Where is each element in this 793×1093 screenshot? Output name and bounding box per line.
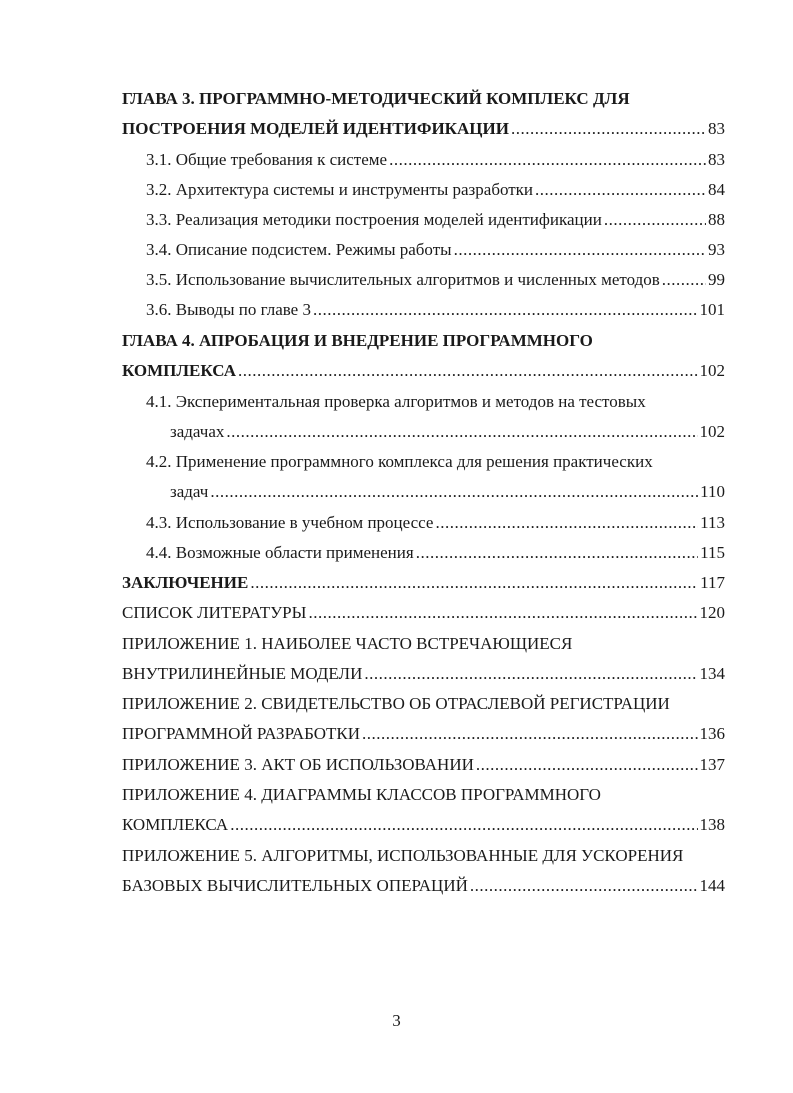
toc-entry-title: 4.2. Применение программного комплекса для решения практических: [146, 452, 653, 471]
toc-entry-title: 3.5. Использование вычислительных алгоритмов и численных методов: [146, 270, 660, 289]
toc-leader-dots: [476, 754, 698, 776]
toc-entry-title: 3.1. Общие требования к системе: [146, 150, 388, 169]
toc-entry-page: 102: [699, 361, 725, 380]
toc-section-4-1-line1: [146, 391, 706, 413]
toc-entry-page: 110: [700, 482, 725, 501]
toc-appendix-1-line1: [122, 633, 682, 655]
toc-entry-title: 3.3. Реализация методики построения моделей идентификации: [146, 210, 602, 229]
toc-entry-page: 144: [699, 876, 725, 895]
toc-appendix-2: [122, 723, 725, 745]
toc-leader-dots: [416, 542, 698, 564]
toc-chapter-3: [122, 118, 725, 140]
toc-entry-page: 102: [699, 422, 725, 441]
toc-leader-dots: [226, 421, 697, 443]
page-number: 3: [392, 1011, 401, 1030]
toc-entry-title: 4.3. Использование в учебном процессе: [146, 513, 434, 532]
toc-leader-dots: [535, 179, 706, 201]
toc-section-3-6: [146, 299, 725, 321]
toc-appendix-5-line1: [122, 845, 732, 867]
toc-entry-title: 4.1. Экспериментальная проверка алгоритмов и методов на тестовых: [146, 392, 646, 411]
toc-entry-page: 88: [708, 210, 725, 229]
toc-leader-dots: [604, 209, 706, 231]
toc-leader-dots: [662, 269, 706, 291]
toc-entry-title: КОМПЛЕКСА: [122, 361, 237, 380]
toc-entry-title: БАЗОВЫХ ВЫЧИСЛИТЕЛЬНЫХ ОПЕРАЦИЙ: [122, 876, 468, 895]
toc-leader-dots: [362, 723, 697, 745]
toc-entry-title: ПРИЛОЖЕНИЕ 5. АЛГОРИТМЫ, ИСПОЛЬЗОВАННЫЕ ДЛЯ УСКОРЕНИЯ: [122, 846, 684, 865]
toc-section-4-4: [146, 542, 725, 564]
toc-leader-dots: [389, 149, 706, 171]
toc-leader-dots: [435, 512, 698, 534]
toc-entry-page: 115: [700, 543, 725, 562]
toc-section-4-1: [170, 421, 725, 443]
toc-section-3-1: [146, 149, 725, 171]
toc-entry-title: задач: [170, 482, 209, 501]
toc-leader-dots: [511, 118, 706, 140]
toc-entry-page: 83: [708, 150, 725, 169]
toc-entry-title: ПРИЛОЖЕНИЕ 3. АКТ ОБ ИСПОЛЬЗОВАНИИ: [122, 755, 474, 774]
toc-section-4-2: [170, 481, 725, 503]
toc-leader-dots: [308, 602, 697, 624]
toc-entry-title: ГЛАВА 3. ПРОГРАММНО-МЕТОДИЧЕСКИЙ КОМПЛЕКС ДЛЯ: [122, 89, 630, 108]
toc-entry-page: 84: [708, 180, 725, 199]
toc-entry-title: 3.6. Выводы по главе 3: [146, 300, 311, 319]
toc-leader-dots: [210, 481, 698, 503]
toc-entry-page: 138: [699, 815, 725, 834]
toc-entry-title: ГЛАВА 4. АПРОБАЦИЯ И ВНЕДРЕНИЕ ПРОГРАММНОГО: [122, 331, 593, 350]
toc-entry-title: 4.4. Возможные области применения: [146, 543, 414, 562]
toc-entry-page: 137: [699, 755, 725, 774]
toc-entry-page: 134: [699, 664, 725, 683]
toc-entry-page: 117: [700, 573, 725, 592]
toc-entry-title: КОМПЛЕКСА: [122, 815, 229, 834]
toc-appendix-1: [122, 663, 725, 685]
toc-entry-page: 99: [708, 270, 725, 289]
toc-entry-title: 3.4. Описание подсистем. Режимы работы: [146, 240, 452, 259]
toc-appendix-4: [122, 814, 725, 836]
toc-leader-dots: [250, 572, 698, 594]
toc-entry-title: ПРИЛОЖЕНИЕ 2. СВИДЕТЕЛЬСТВО ОБ ОТРАСЛЕВОЙ РЕГИСТРАЦИИ: [122, 694, 670, 713]
toc-leader-dots: [313, 299, 698, 321]
toc-chapter-3-title-line1: [122, 88, 682, 110]
toc-leader-dots: [454, 239, 706, 261]
toc-section-3-4: [146, 239, 725, 261]
toc-appendix-4-line1: [122, 784, 682, 806]
toc-section-4-2-line1: [146, 451, 706, 473]
toc-entry-page: 136: [699, 724, 725, 743]
toc-entry-title: СПИСОК ЛИТЕРАТУРЫ: [122, 603, 307, 622]
toc-chapter-4: [122, 360, 725, 382]
toc-conclusion: [122, 572, 725, 594]
toc-section-4-3: [146, 512, 725, 534]
toc-entry-page: 83: [708, 119, 725, 138]
toc-entry-title: ВНУТРИЛИНЕЙНЫЕ МОДЕЛИ: [122, 664, 363, 683]
toc-entry-title: ЗАКЛЮЧЕНИЕ: [122, 573, 249, 592]
toc-entry-page: 113: [700, 513, 725, 532]
toc-appendix-2-line1: [122, 693, 732, 715]
toc-chapter-4-title-line1: [122, 330, 682, 352]
toc-appendix-5: [122, 875, 725, 897]
toc-entry-title: 3.2. Архитектура системы и инструменты разработки: [146, 180, 534, 199]
toc-appendix-3: [122, 754, 725, 776]
toc-leader-dots: [230, 814, 697, 836]
toc-entry-title: ПРИЛОЖЕНИЕ 4. ДИАГРАММЫ КЛАССОВ ПРОГРАММНОГО: [122, 785, 601, 804]
toc-entry-page: 93: [708, 240, 725, 259]
toc-leader-dots: [470, 875, 698, 897]
toc-entry-title: ПРОГРАММНОЙ РАЗРАБОТКИ: [122, 724, 361, 743]
toc-leader-dots: [364, 663, 697, 685]
toc-section-3-3: [146, 209, 725, 231]
toc-references: [122, 602, 725, 624]
toc-entry-title: ПРИЛОЖЕНИЕ 1. НАИБОЛЕЕ ЧАСТО ВСТРЕЧАЮЩИЕСЯ: [122, 634, 573, 653]
toc-leader-dots: [238, 360, 697, 382]
toc-entry-title: задачах: [170, 422, 225, 441]
toc-section-3-2: [146, 179, 725, 201]
toc-entry-page: 120: [699, 603, 725, 622]
toc-entry-page: 101: [699, 300, 725, 319]
toc-section-3-5: [146, 269, 725, 291]
toc-entry-title: ПОСТРОЕНИЯ МОДЕЛЕЙ ИДЕНТИФИКАЦИИ: [122, 119, 509, 138]
